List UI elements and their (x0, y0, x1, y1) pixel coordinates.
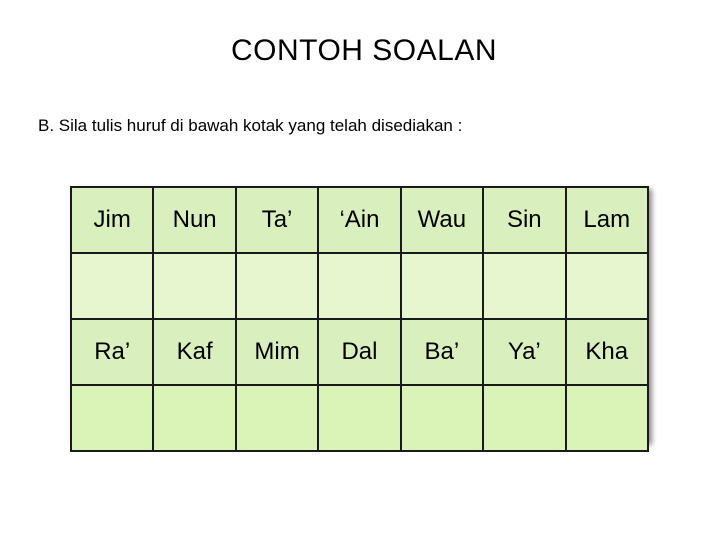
answer-cell[interactable] (401, 253, 483, 319)
letter-cell: ‘Ain (318, 187, 400, 253)
letter-row-2 (71, 319, 648, 385)
instruction-text: B. Sila tulis huruf di bawah kotak yang telah disediakan : (38, 116, 463, 135)
letter-cell: Sin (483, 187, 565, 253)
answer-cell[interactable] (71, 253, 153, 319)
answer-cell[interactable] (318, 253, 400, 319)
slide-title: CONTOH SOALAN (231, 34, 497, 67)
letter-cell: Kaf (153, 319, 235, 385)
answer-row-2 (71, 385, 648, 451)
letter-cell: Ya’ (483, 319, 565, 385)
answer-cell[interactable] (153, 385, 235, 451)
letter-cell: Ba’ (401, 319, 483, 385)
letter-cell: Dal (318, 319, 400, 385)
letter-table (70, 186, 649, 442)
answer-cell[interactable] (483, 253, 565, 319)
answer-cell[interactable] (153, 253, 235, 319)
answer-cell[interactable] (401, 385, 483, 451)
answer-cell[interactable] (566, 253, 648, 319)
answer-cell[interactable] (236, 385, 318, 451)
letter-cell: Mim (236, 319, 318, 385)
letter-cell: Ta’ (236, 187, 318, 253)
letter-row-1 (71, 187, 648, 253)
letter-cell: Kha (566, 319, 648, 385)
answer-cell[interactable] (483, 385, 565, 451)
letter-cell: Lam (566, 187, 648, 253)
letter-cell: Wau (401, 187, 483, 253)
letter-cell: Nun (153, 187, 235, 253)
answer-cell[interactable] (318, 385, 400, 451)
answer-cell[interactable] (236, 253, 318, 319)
letter-cell: Ra’ (71, 319, 153, 385)
answer-cell[interactable] (566, 385, 648, 451)
letter-cell: Jim (71, 187, 153, 253)
answer-row-1 (71, 253, 648, 319)
answer-cell[interactable] (71, 385, 153, 451)
